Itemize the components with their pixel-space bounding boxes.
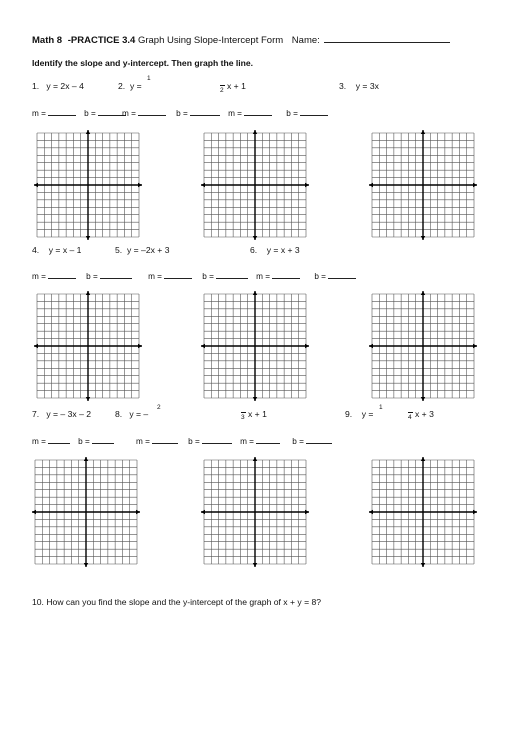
intercept-blank-7[interactable] [92,435,114,444]
practice-label: -PRACTICE 3.4 [67,35,136,46]
problem-4: 4. y = x – 1 [32,245,82,255]
intercept-blank-9[interactable] [306,435,332,444]
problem-2-numerator: 1 [147,75,151,82]
instructions: Identify the slope and y-intercept. Then graph the line. [32,58,254,68]
topic-label: Graph Using Slope-Intercept Form [137,35,284,46]
intercept-blank-2b[interactable] [300,107,328,116]
problem-9-numerator: 1 [379,404,383,411]
course-label: Math 8 [32,35,63,46]
coordinate-grid-1[interactable] [34,130,142,240]
problem-8-numerator: 2 [157,404,161,411]
problem-2-fraction: 2 [220,87,224,94]
answer-row-1: m = b = [32,107,126,118]
problem-5: 5. y = –2x + 3 [115,245,170,255]
name-label: Name: [291,35,320,46]
problem-9-rest: x + 3 [415,409,434,419]
problem-2: 2. y = [118,81,142,91]
answer-row-4: m = b = [32,435,114,446]
slope-blank-3[interactable] [48,270,76,279]
worksheet-title [32,33,450,46]
coordinate-grid-5[interactable] [201,291,309,401]
coordinate-grid-8[interactable] [201,457,309,567]
intercept-blank-2[interactable] [190,107,220,116]
slope-blank-2b[interactable] [244,107,272,116]
answer-row-2: m = b = m = b = [122,107,328,118]
coordinate-grid-9[interactable] [369,457,477,567]
slope-blank-9[interactable] [256,435,280,444]
question-10: 10. How can you find the slope and the y-intercept of the graph of x + y = 8? [32,597,322,607]
coordinate-grid-7[interactable] [32,457,140,567]
problem-8-rest: x + 1 [248,409,267,419]
coordinate-grid-6[interactable] [369,291,477,401]
problem-2-rest: x + 1 [227,81,246,91]
slope-blank-5[interactable] [272,270,300,279]
problem-8: 8. y = – [115,409,149,419]
intercept-blank-8[interactable] [202,435,232,444]
problem-9: 9. y = [345,409,374,419]
slope-blank-8[interactable] [152,435,178,444]
slope-blank-2[interactable] [138,107,166,116]
coordinate-grid-3[interactable] [369,130,477,240]
problem-7: 7. y = – 3x – 2 [32,409,92,419]
intercept-blank-5[interactable] [328,270,356,279]
intercept-blank-4[interactable] [216,270,248,279]
answer-row-3: m = b = m = b = m = b = [32,270,356,281]
problem-1: 1. y = 2x – 4 [32,81,84,91]
coordinate-grid-4[interactable] [34,291,142,401]
name-field[interactable] [324,33,450,43]
problem-3: 3. y = 3x [339,81,379,91]
slope-blank-4[interactable] [164,270,192,279]
answer-row-5: m = b = m = b = [136,435,332,446]
problem-8-fraction: 3 [241,414,245,421]
intercept-blank-3[interactable] [100,270,132,279]
problem-9-fraction: 4 [408,414,412,421]
coordinate-grid-2[interactable] [201,130,309,240]
slope-blank-7[interactable] [48,435,70,444]
slope-blank-1[interactable] [48,107,76,116]
problem-6: 6. y = x + 3 [250,245,300,255]
